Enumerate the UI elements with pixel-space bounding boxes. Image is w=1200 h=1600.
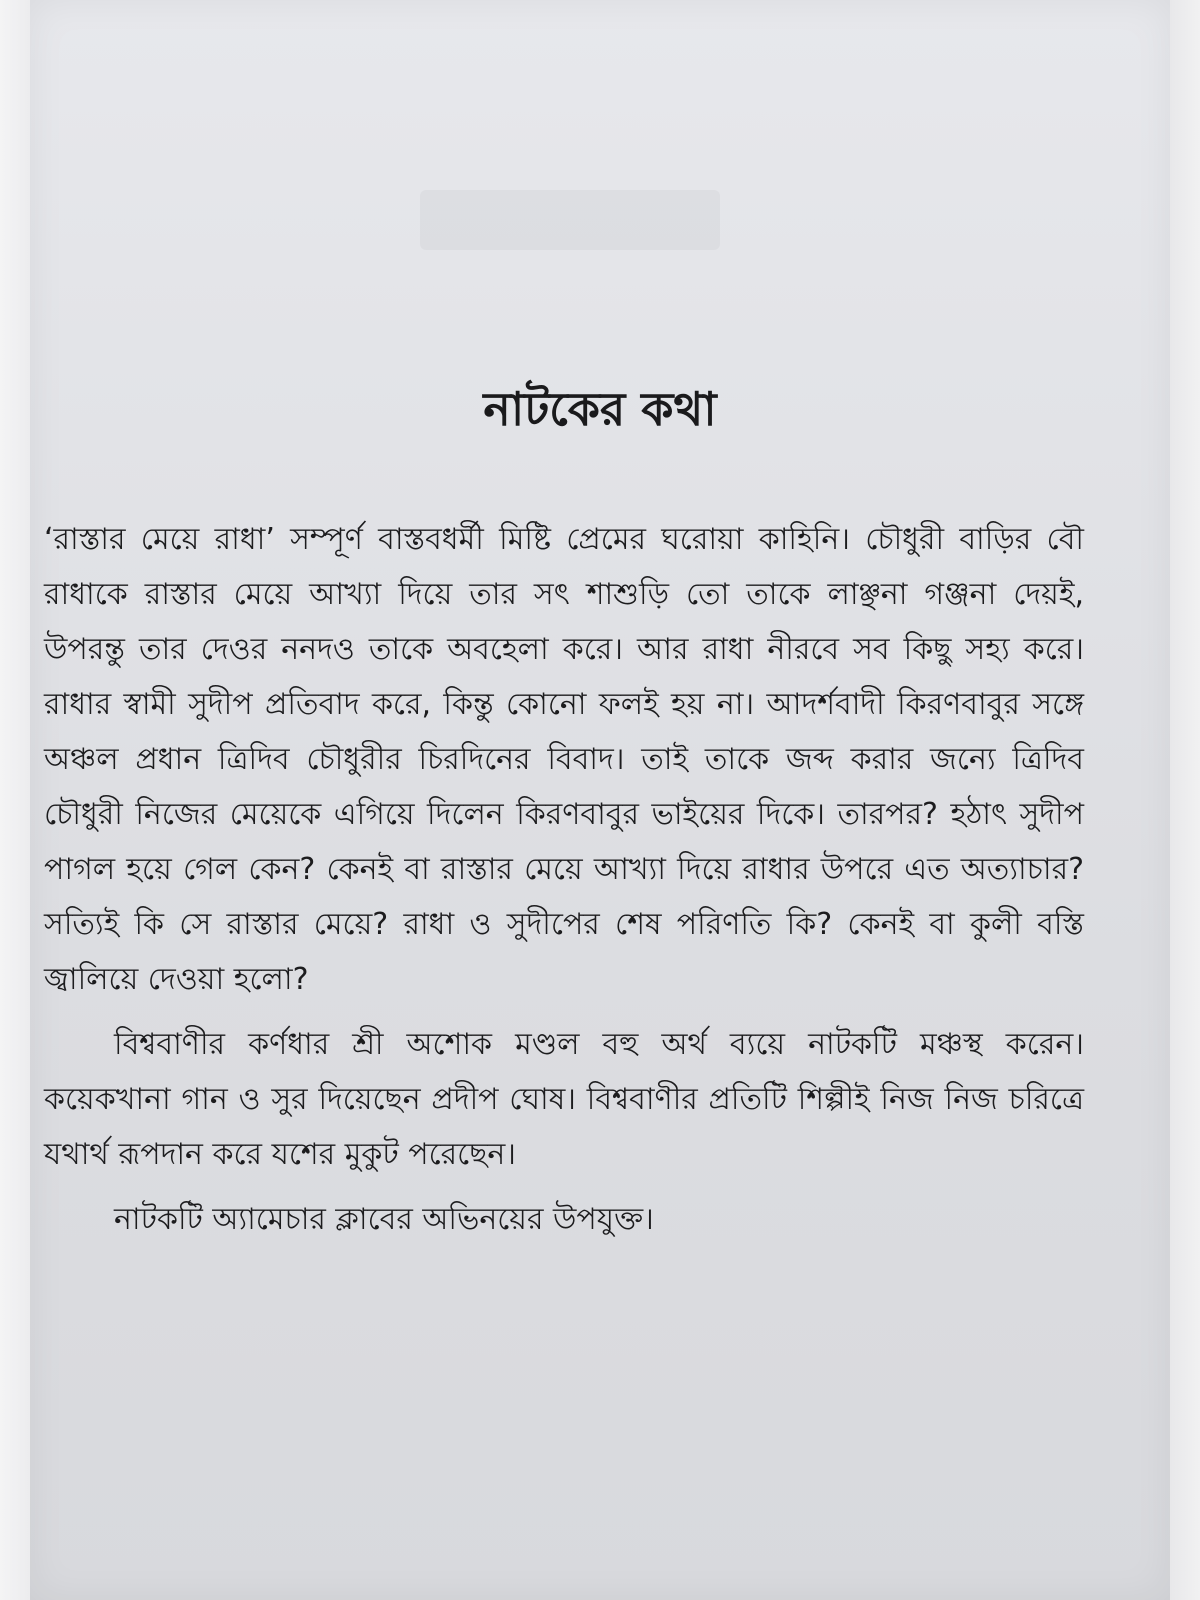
paragraph-production: বিশ্ববাণীর কর্ণধার শ্রী অশোক মণ্ডল বহু অর্থ ব্যয়ে নাটকটি মঞ্চস্থ করেন। কয়েকখানা গান ও সুর দিয়েছেন প্রদীপ ঘোষ। বিশ্ববাণীর প্রতিটি শিল্পীই নিজ নিজ চরিত্রে যথার্থ রূপদান করে যশের মুকুট পরেছেন।: [44, 1027, 1084, 1172]
show-through-text: [420, 190, 720, 250]
page-edge-right: [1170, 0, 1200, 1600]
page-edge-left: [0, 0, 30, 1600]
paragraph-synopsis: ‘রাস্তার মেয়ে রাধা’ সম্পূর্ণ বাস্তবধর্মী মিষ্টি প্রেমের ঘরোয়া কাহিনি। চৌধুরী বাড়ির বৌ রাধাকে রাস্তার মেয়ে আখ্যা দিয়ে তার সৎ শাশুড়ি তো তাকে লাঞ্ছনা গঞ্জনা দেয়ই, উপরন্তু তার দেওর ননদও তাকে অবহেলা করে। আর রাধা নীরবে সব কিছু সহ্য করে। রাধার স্বামী সুদীপ প্রতিবাদ করে, কিন্তু কোনো ফলই হয় না। আদর্শবাদী কিরণবাবুর সঙ্গে অঞ্চল প্রধান ত্রিদিব চৌধুরীর চিরদিনের বিবাদ। তাই তাকে জব্দ করার জন্যে ত্রিদিব চৌধুরী নিজের মেয়েকে এগিয়ে দিলেন কিরণবাবুর ভাইয়ের দিকে। তারপর? হঠাৎ সুদীপ পাগল হয়ে গেল কেন? কেনই বা রাস্তার মেয়ে আখ্যা দিয়ে রাধার উপরে এত অত্যাচার? সত্যিই কি সে রাস্তার মেয়ে? রাধা ও সুদীপের শেষ পরিণতি কি? কেনই বা কুলী বস্তি জ্বালিয়ে দেওয়া হলো?: [44, 522, 1084, 997]
page-title: নাটকের কথা: [483, 382, 717, 436]
paragraph-suitability: নাটকটি অ্যামেচার ক্লাবের অভিনয়ের উপযুক্ত।: [114, 1202, 654, 1237]
book-page: [30, 0, 1170, 1600]
body-text: [44, 512, 1084, 1247]
